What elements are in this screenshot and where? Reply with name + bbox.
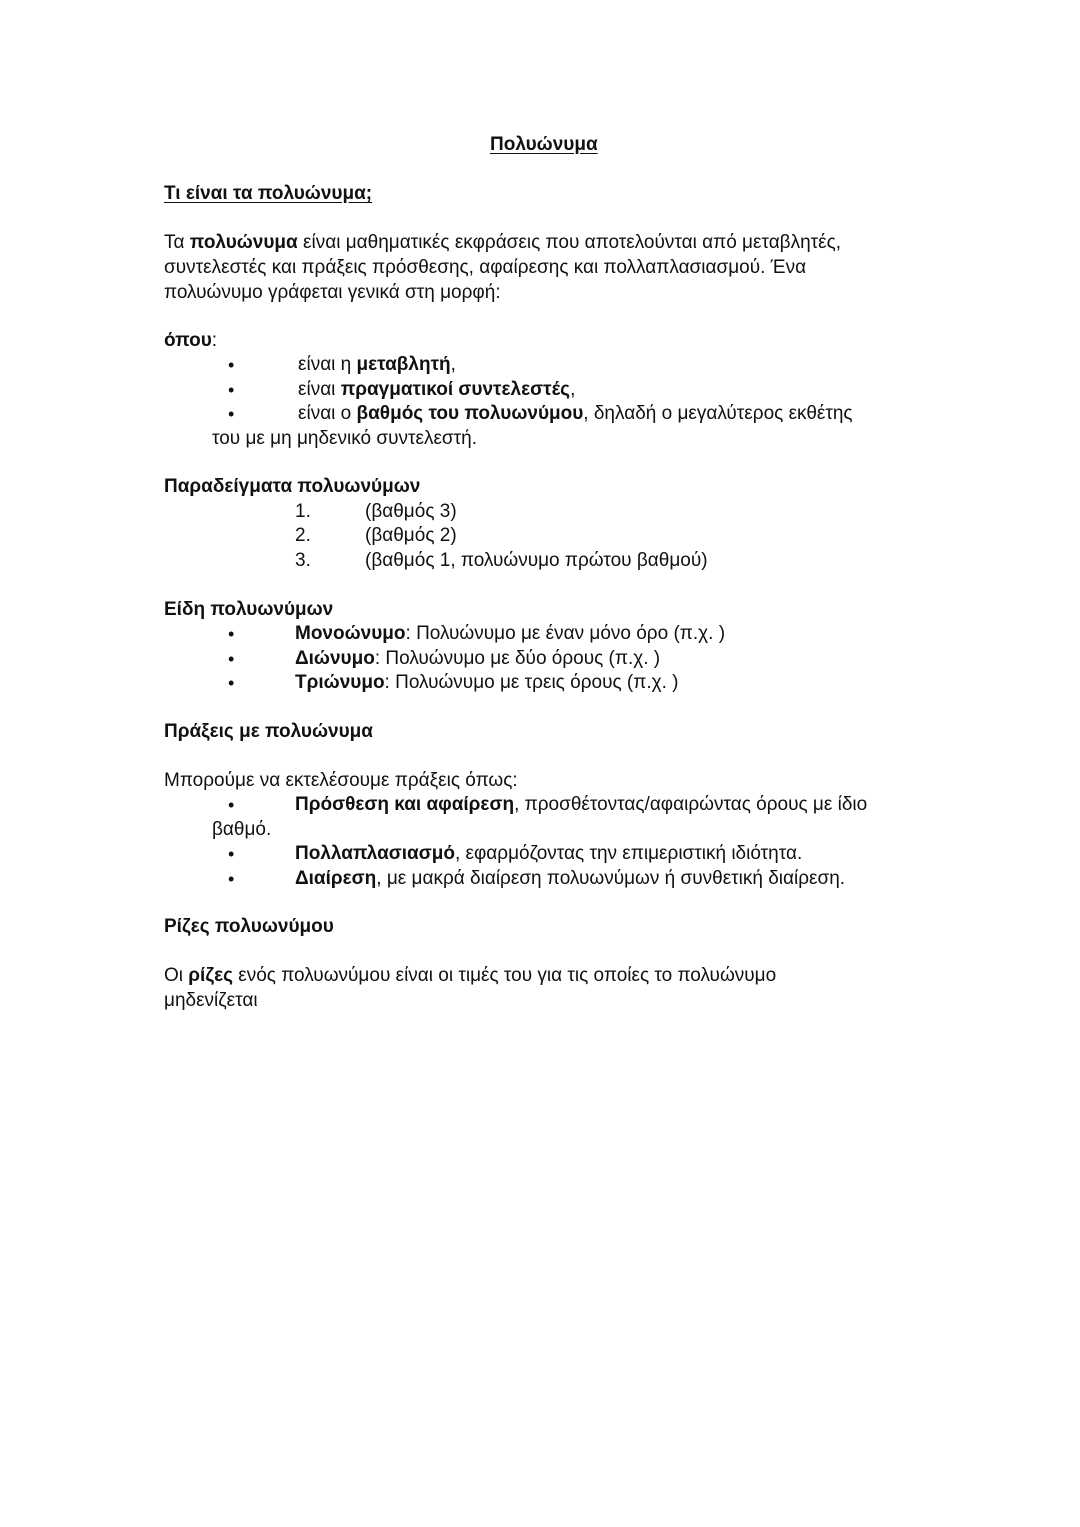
operations-intro: Μπορούμε να εκτελέσουμε πράξεις όπως: bbox=[164, 770, 518, 791]
where-label: όπου: bbox=[164, 330, 218, 351]
bullet-icon: • bbox=[228, 844, 235, 864]
where-item-variable: είναι η μεταβλητή, bbox=[298, 354, 456, 375]
section-heading-operations: Πράξεις με πολυώνυμα bbox=[164, 721, 373, 742]
example-number: 2. bbox=[295, 525, 311, 546]
section-heading-what-are: Τι είναι τα πολυώνυμα; bbox=[164, 183, 373, 204]
page-title: Πολυώνυμα bbox=[490, 134, 598, 155]
bullet-icon: • bbox=[228, 380, 235, 400]
intro-line-2: συντελεστές και πράξεις πρόσθεσης, αφαίρεσης και πολλαπλασιασμού. Ένα bbox=[164, 257, 807, 278]
example-text: (βαθμός 2) bbox=[365, 525, 457, 546]
where-item-coefficients: είναι πραγματικοί συντελεστές, bbox=[298, 379, 576, 400]
type-item-binomial: Διώνυμο: Πολυώνυμο με δύο όρους (π.χ. ) bbox=[295, 648, 661, 669]
example-text: (βαθμός 3) bbox=[365, 501, 457, 522]
type-item-trinomial: Τριώνυμο: Πολυώνυμο με τρεις όρους (π.χ. ) bbox=[295, 672, 679, 693]
section-heading-types: Είδη πολυωνύμων bbox=[164, 599, 334, 620]
bullet-icon: • bbox=[228, 673, 235, 693]
intro-line-3: πολυώνυμο γράφεται γενικά στη μορφή: bbox=[164, 282, 501, 303]
bullet-icon: • bbox=[228, 355, 235, 375]
example-number: 3. bbox=[295, 550, 311, 571]
bullet-icon: • bbox=[228, 404, 235, 424]
intro-line-1: Τα πολυώνυμα είναι μαθηματικές εκφράσεις που αποτελούνται από μεταβλητές, bbox=[164, 232, 842, 253]
where-item-degree-continuation: του με μη μηδενικό συντελεστή. bbox=[212, 428, 477, 449]
where-item-degree: είναι ο βαθμός του πολυωνύμου, δηλαδή ο μεγαλύτερος εκθέτης bbox=[298, 403, 853, 424]
bullet-icon: • bbox=[228, 649, 235, 669]
operation-item-multiplication: Πολλαπλασιασμό, εφαρμόζοντας την επιμεριστική ιδιότητα. bbox=[295, 843, 803, 864]
type-item-monomial: Μονοώνυμο: Πολυώνυμο με έναν μόνο όρο (π.χ. ) bbox=[295, 623, 726, 644]
operation-item-add-subtract-continuation: βαθμό. bbox=[212, 819, 272, 840]
example-number: 1. bbox=[295, 501, 311, 522]
bullet-icon: • bbox=[228, 624, 235, 644]
section-heading-roots: Ρίζες πολυωνύμου bbox=[164, 916, 334, 937]
bullet-icon: • bbox=[228, 795, 235, 815]
operation-item-add-subtract: Πρόσθεση και αφαίρεση, προσθέτοντας/αφαιρώντας όρους με ίδιο bbox=[295, 794, 868, 815]
section-heading-examples: Παραδείγματα πολυωνύμων bbox=[164, 476, 421, 497]
operation-item-division: Διαίρεση, με μακρά διαίρεση πολυωνύμων ή συνθετική διαίρεση. bbox=[295, 868, 846, 889]
roots-line-2: μηδενίζεται bbox=[164, 990, 258, 1011]
example-text: (βαθμός 1, πολυώνυμο πρώτου βαθμού) bbox=[365, 550, 708, 571]
roots-line-1: Οι ρίζες ενός πολυωνύμου είναι οι τιμές του για τις οποίες το πολυώνυμο bbox=[164, 965, 777, 986]
bullet-icon: • bbox=[228, 869, 235, 889]
